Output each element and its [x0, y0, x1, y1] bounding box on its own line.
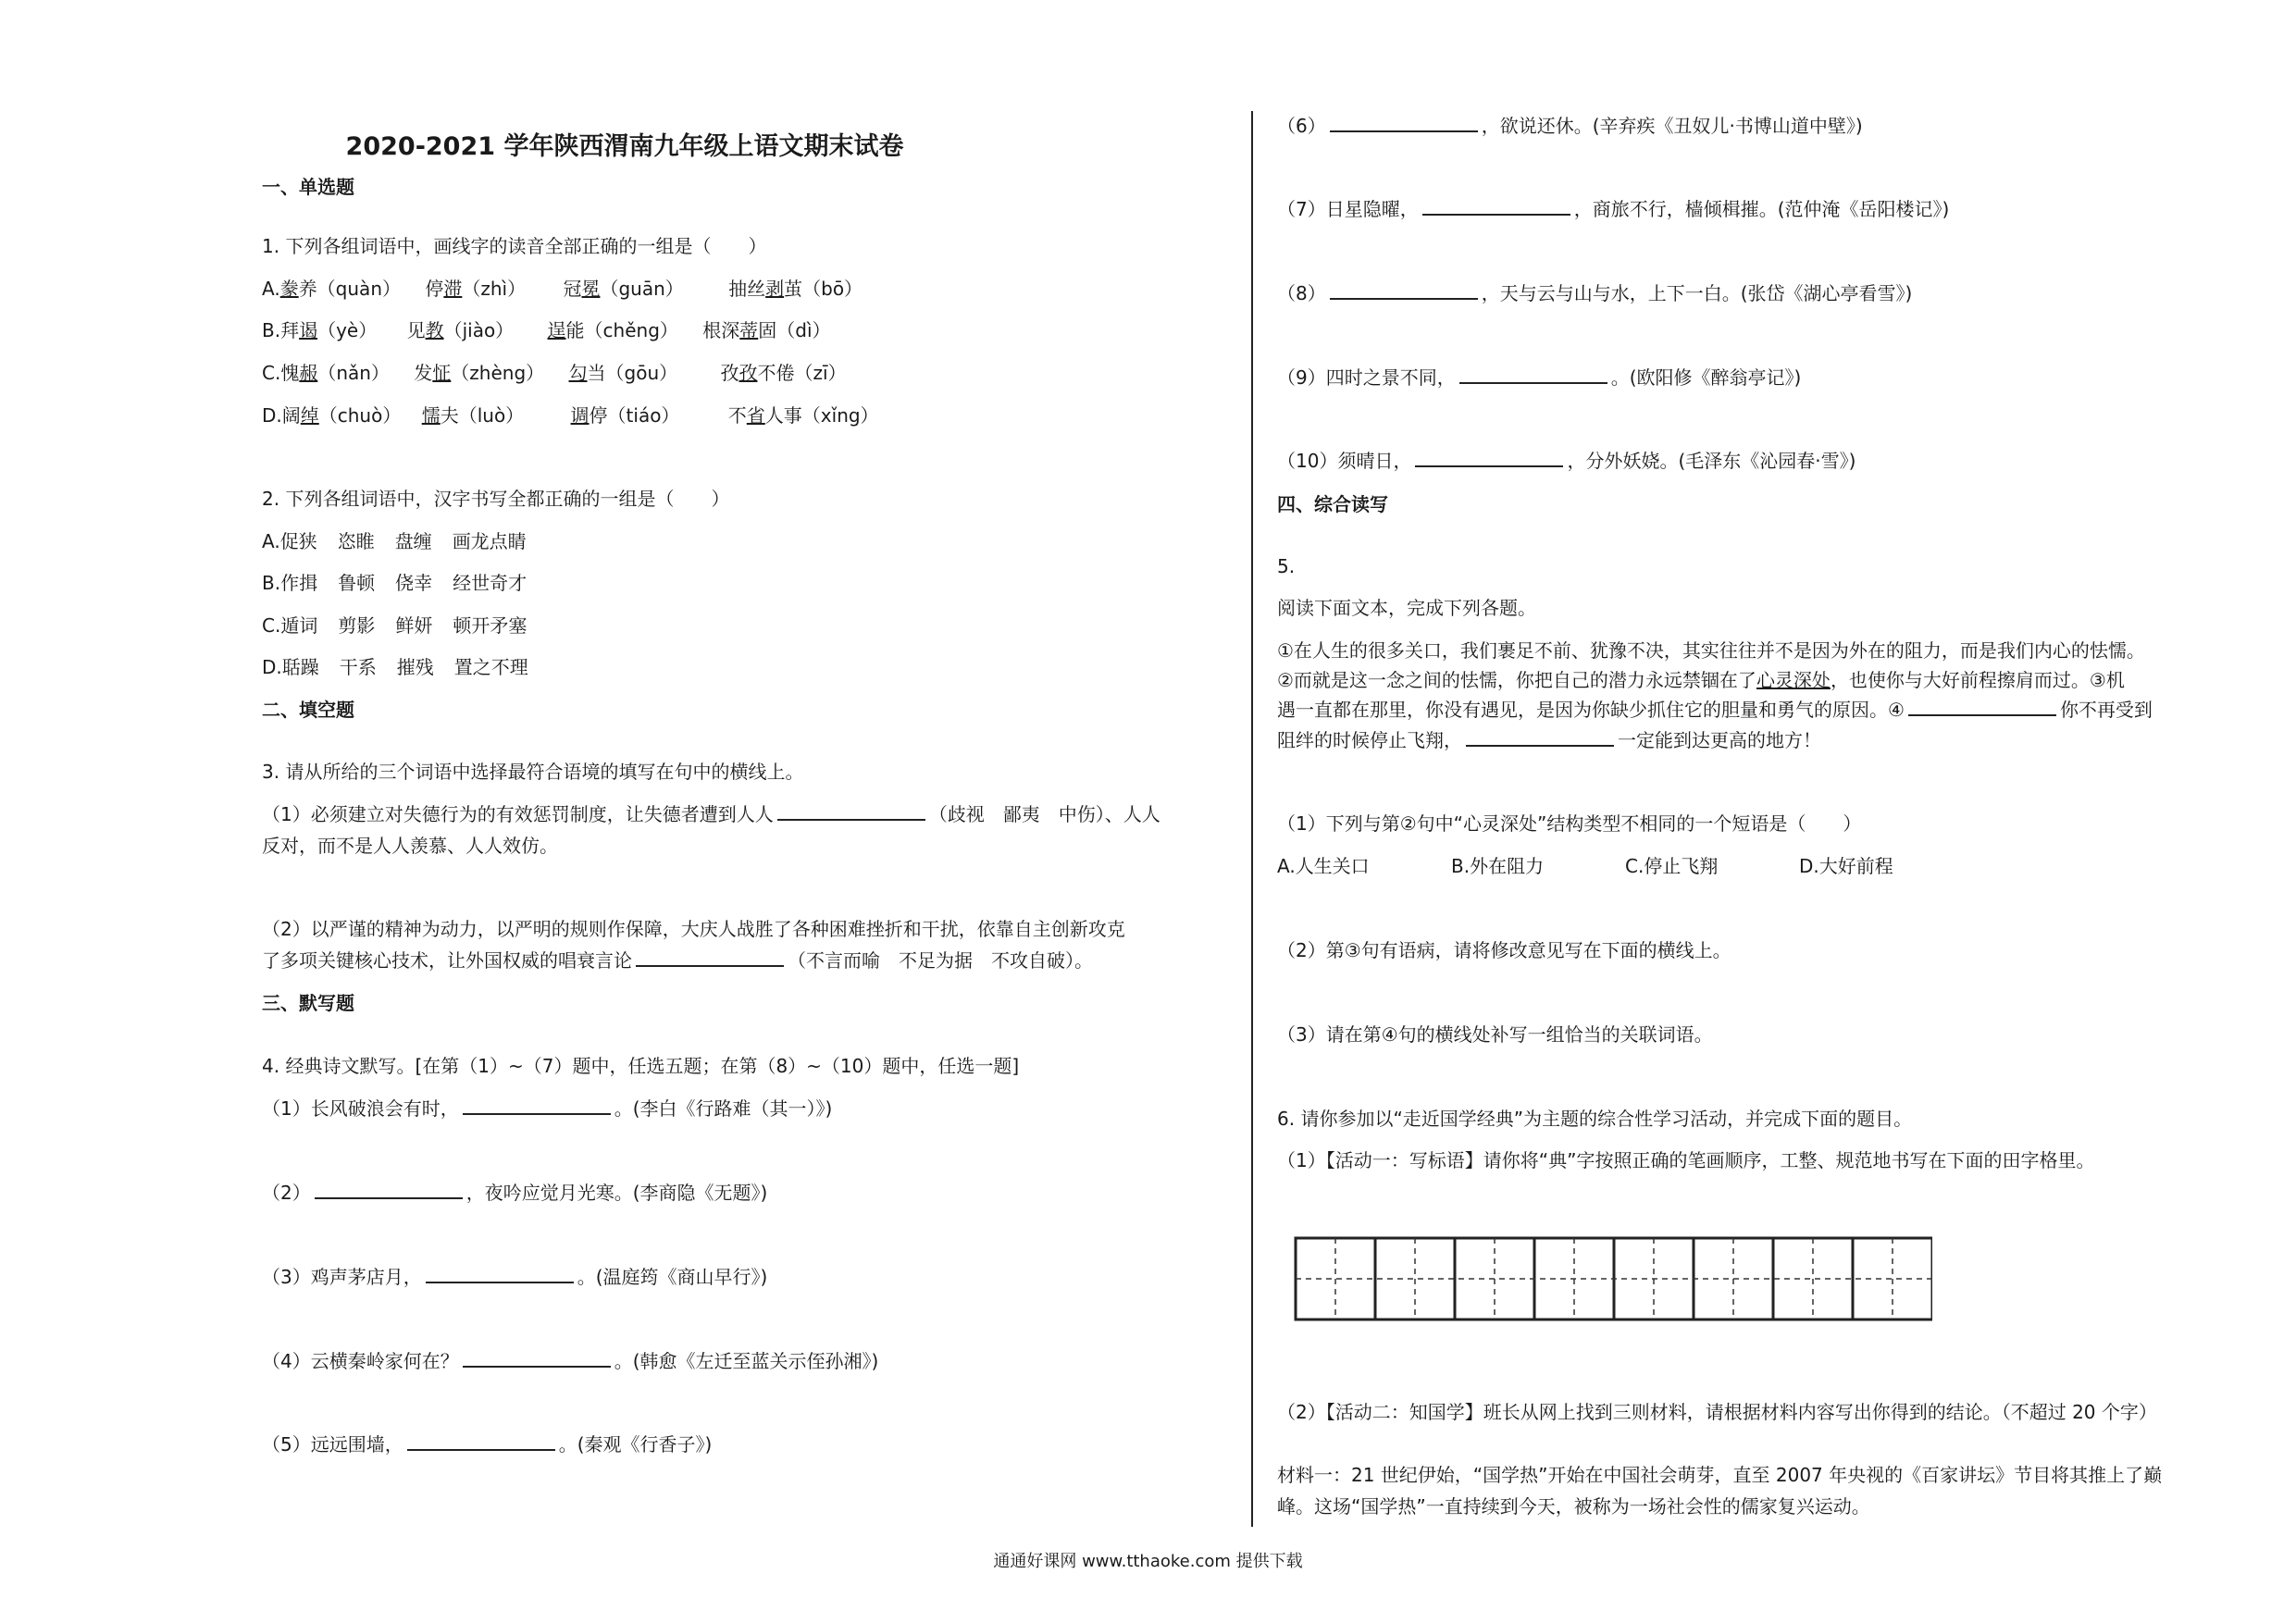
- question-1: 1. 下列各组词语中，画线字的读音全部正确的一组是（ ）: [262, 235, 767, 257]
- q4-item-10: （10）须晴日， ，分外妖娆。(毛泽东《沁园春·雪》): [1277, 450, 1856, 472]
- q4-item-4: （4）云横秦岭家何在？ 。(韩愈《左迁至蓝关示侄孙湘》): [262, 1350, 879, 1372]
- q4-item-1: （1）长风破浪会有时， 。(李白《行路难（其一）》): [262, 1097, 833, 1120]
- answer-blank[interactable]: [1466, 728, 1614, 747]
- q5-passage-line: ②而就是这一念之间的怯懦，你把自己的潜力永远禁锢在了心灵深处，也使你与大好前程擦肩而过。③机: [1277, 669, 2125, 691]
- q4-item-5: （5）远远围墙， 。(秦观《行香子》): [262, 1433, 713, 1456]
- paper-title: 2020-2021 学年陕西渭南九年级上语文期末试卷: [345, 132, 904, 161]
- answer-blank[interactable]: [636, 948, 784, 967]
- q3-part-1-cont: 反对，而不是人人羡慕、人人效仿。: [262, 835, 558, 857]
- answer-blank[interactable]: [407, 1432, 555, 1451]
- material-1-line: 峰。这场“国学热”一直持续到今天，被称为一场社会性的儒家复兴运动。: [1277, 1495, 1870, 1518]
- q6-sub-2: （2）【活动二：知国学】班长从网上找到三则材料，请根据材料内容写出你得到的结论。（不超过 20 个字）: [1277, 1401, 2157, 1423]
- answer-blank[interactable]: [315, 1181, 463, 1199]
- q5-sub-3: （3）请在第④句的横线处补写一组恰当的关联词语。: [1277, 1023, 1713, 1046]
- question-5: 5.: [1277, 555, 1296, 577]
- q5-intro: 阅读下面文本，完成下列各题。: [1277, 597, 1536, 619]
- q4-item-2: （2） ，夜吟应觉月光寒。(李商隐《无题》): [262, 1182, 768, 1204]
- question-2: 2. 下列各组词语中，汉字书写全都正确的一组是（ ）: [262, 488, 730, 510]
- answer-blank[interactable]: [463, 1096, 611, 1115]
- q5-passage-line: ①在人生的很多关口，我们裹足不前、犹豫不决，其实往往并不是因为外在的阻力，而是我们内心的怯懦。: [1277, 639, 2145, 662]
- q4-item-8: （8） ，天与云与山与水，上下一白。(张岱《湖心亭看雪》): [1277, 282, 1913, 304]
- answer-blank[interactable]: [1330, 114, 1478, 132]
- answer-blank[interactable]: [1415, 449, 1563, 467]
- q3-part-1: （1）必须建立对失德行为的有效惩罚制度，让失德者遭到人人 （歧视 鄙夷 中伤）、人人: [262, 803, 1160, 825]
- section-heading: 三、默写题: [262, 992, 354, 1014]
- answer-blank[interactable]: [463, 1349, 611, 1368]
- question-3: 3. 请从所给的三个词语中选择最符合语境的填写在句中的横线上。: [262, 761, 804, 783]
- q1-option-d: D.阔绰（chuò） 懦夫（luò） 调停（tiáo） 不省人事（xǐng）: [262, 404, 879, 427]
- question-6: 6. 请你参加以“走近国学经典”为主题的综合性学习活动，并完成下面的题目。: [1277, 1108, 1913, 1130]
- answer-blank[interactable]: [426, 1265, 574, 1283]
- answer-blank[interactable]: [1422, 197, 1570, 216]
- answer-blank[interactable]: [1908, 698, 2056, 716]
- question-4: 4. 经典诗文默写。[在第（1）~（7）题中，任选五题；在第（8）~（10）题中，任选一题]: [262, 1055, 1020, 1077]
- q2-option-c: C.遁词 剪影 鲜妍 顿开矛塞: [262, 614, 527, 637]
- section-heading: 四、综合读写: [1277, 493, 1388, 515]
- q6-sub-1: （1）【活动一：写标语】请你将“典”字按照正确的笔画顺序，工整、规范地书写在下面的田字格里。: [1277, 1149, 2095, 1171]
- q4-item-6: （6） ，欲说还休。(辛弃疾《丑奴儿·书博山道中壁》): [1277, 115, 1863, 137]
- material-1-line: 材料一：21 世纪伊始，“国学热”开始在中国社会萌芽，直至 2007 年央视的《百家讲坛》节目将其推上了巅: [1277, 1464, 2163, 1486]
- q5-passage-line: 阻绊的时候停止飞翔， 一定能到达更高的地方！: [1277, 729, 1821, 751]
- q5-passage-line: 遇一直都在那里，你没有遇见，是因为你缺少抓住它的胆量和勇气的原因。④ 你不再受到: [1277, 699, 2153, 721]
- q4-item-7: （7）日星隐曜， ，商旅不行，樯倾楫摧。(范仲淹《岳阳楼记》): [1277, 198, 1950, 220]
- q1-option-b: B.拜谒（yè） 见教（jiào） 逞能（chěng） 根深蒂固（dì）: [262, 319, 831, 341]
- q1-option-a: A.豢养（quàn） 停滞（zhì） 冠冕（guān） 抽丝剥茧（bō）: [262, 278, 863, 300]
- q4-item-9: （9）四时之景不同， 。(欧阳修《醉翁亭记》): [1277, 366, 1802, 389]
- answer-blank[interactable]: [777, 802, 925, 821]
- section-heading: 一、单选题: [262, 176, 354, 198]
- tianzi-grid[interactable]: [1294, 1236, 1932, 1321]
- section-heading: 二、填空题: [262, 699, 354, 721]
- q4-item-3: （3）鸡声茅店月， 。(温庭筠《商山早行》): [262, 1266, 768, 1288]
- answer-blank[interactable]: [1459, 365, 1607, 384]
- q2-option-d: D.聒躁 干系 摧残 置之不理: [262, 656, 528, 678]
- column-divider: [1251, 111, 1253, 1527]
- q2-option-b: B.作揖 鲁顿 侥幸 经世奇才: [262, 572, 527, 594]
- q5-sub-1: （1）下列与第②句中“心灵深处”结构类型不相同的一个短语是（ ）: [1277, 812, 1862, 835]
- q3-part-2: （2）以严谨的精神为动力，以严明的规则作保障，大庆人战胜了各种困难挫折和干扰，依靠自主创新攻克: [262, 918, 1125, 940]
- footer-credit: 通通好课网 www.tthaoke.com 提供下载: [993, 1552, 1303, 1571]
- q5-sub-1-options: A.人生关口 B.外在阻力 C.停止飞翔 D.大好前程: [1277, 855, 1893, 877]
- q2-option-a: A.促狭 恣睢 盘缠 画龙点睛: [262, 530, 527, 552]
- answer-blank[interactable]: [1330, 281, 1478, 300]
- q3-part-2-cont: 了多项关键核心技术，让外国权威的唱衰言论 （不言而喻 不足为据 不攻自破）。: [262, 949, 1093, 972]
- q1-option-c: C.愧赧（nǎn） 发怔（zhèng） 勾当（gōu） 孜孜不倦（zī）: [262, 362, 847, 384]
- q5-sub-2: （2）第③句有语病，请将修改意见写在下面的横线上。: [1277, 939, 1731, 961]
